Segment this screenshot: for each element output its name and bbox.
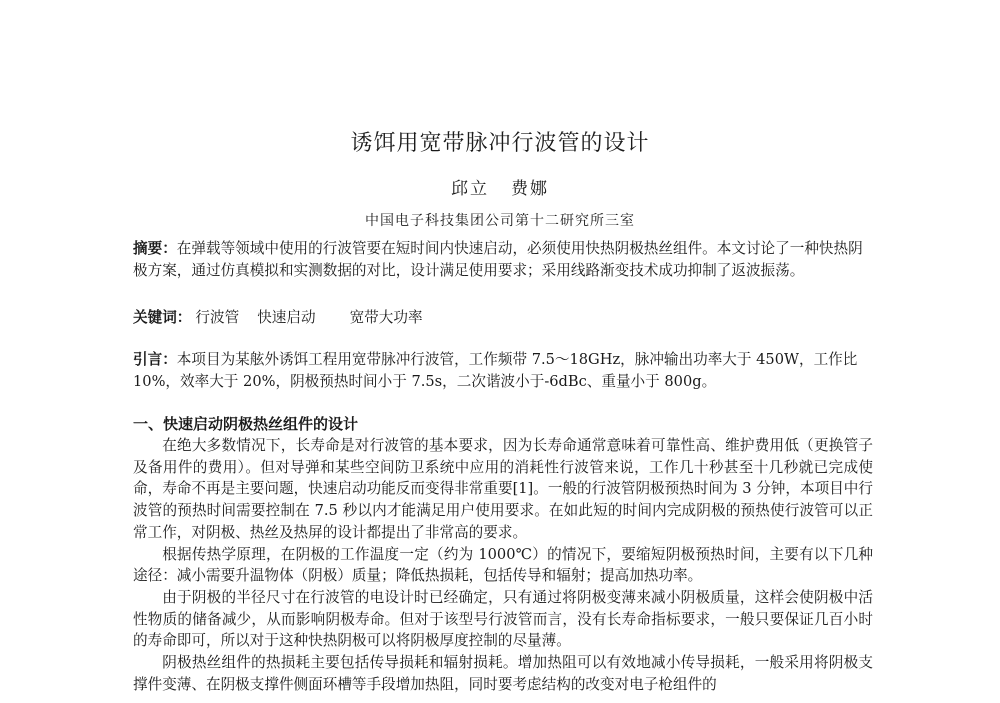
abstract bbox=[133, 238, 873, 281]
author-list bbox=[0, 174, 1000, 199]
body-paragraph: 由于阴极的半径尺寸在行波管的电设计时已经确定，只有通过将阴极变薄来减小阴极质量，这样会使阴极中活性物质的储备减少，从而影响阴极寿命。但对于该型号行波管而言，没有长寿命指标要求，一般只要保证几百小时的寿命即可，所以对于这种快热阴极可以将阴极厚度控制的尽量薄。 bbox=[133, 588, 873, 650]
keyword: 宽带大功率 bbox=[349, 309, 423, 326]
keywords-label: 关键词： bbox=[133, 309, 192, 326]
introduction-label: 引言： bbox=[133, 351, 177, 368]
introduction-text: 本项目为某舷外诱饵工程用宽带脉冲行波管，工作频带 7.5～18GHz，脉冲输出功率大于 450W，工作比 10%，效率大于 20%，阴极预热时间小于 7.5s，二次谐波小于-6dBc、重量小于 800g。 bbox=[133, 351, 858, 390]
keyword: 快速启动 bbox=[257, 309, 316, 326]
affiliation: 中国电子科技集团公司第十二研究所三室 bbox=[365, 213, 635, 229]
abstract-label: 摘要： bbox=[133, 240, 177, 257]
author-name: 费娜 bbox=[511, 179, 549, 199]
abstract-text: 在弹载等领域中使用的行波管要在短时间内快速启动，必须使用快热阴极热丝组件。本文讨论了一种快热阴极方案，通过仿真模拟和实测数据的对比，设计满足使用要求；采用线路渐变技术成功抑制了返波振荡。 bbox=[133, 240, 863, 279]
author-name: 邱立 bbox=[451, 179, 489, 199]
introduction bbox=[133, 349, 873, 392]
body-paragraph: 在绝大多数情况下，长寿命是对行波管的基本要求，因为长寿命通常意味着可靠性高、维护费用低（更换管子及备用件的费用）。但对导弹和某些空间防卫系统中应用的消耗性行波管来说，工作几十秒甚至十几秒就已完成使命，寿命不再是主要问题，快速启动功能反而变得非常重要[1]。一般的行波管阴极预热时间为 3 分钟，本项目中行波管的预热时间需要控制在 7.5 秒以内才能满足用户使用要求。在如此短的时间内完成阴极的预热使行波管可以正常工作，对阴极、热丝及热屏的设计都提出了非常高的要求。 bbox=[133, 437, 873, 541]
section-heading: 一、快速启动阴极热丝组件的设计 bbox=[133, 415, 359, 433]
body-paragraph: 阴极热丝组件的热损耗主要包括传导损耗和辐射损耗。增加热阻可以有效地减小传导损耗，一般采用将阴极支撑件变薄、在阴极支撑件侧面环槽等手段增加热阻，同时要考虑结构的改变对电子枪组件的 bbox=[133, 654, 873, 693]
keyword: 行波管 bbox=[195, 309, 240, 326]
paper-title: 诱饵用宽带脉冲行波管的设计 bbox=[350, 131, 650, 156]
body-paragraph: 根据传热学原理，在阴极的工作温度一定（约为 1000℃）的情况下，要缩短阴极预热时间，主要有以下几种途径：减小需要升温物体（阴极）质量；降低热损耗，包括传导和辐射；提高加热功率。 bbox=[133, 545, 873, 585]
section-body bbox=[133, 435, 873, 695]
keywords bbox=[133, 307, 873, 329]
